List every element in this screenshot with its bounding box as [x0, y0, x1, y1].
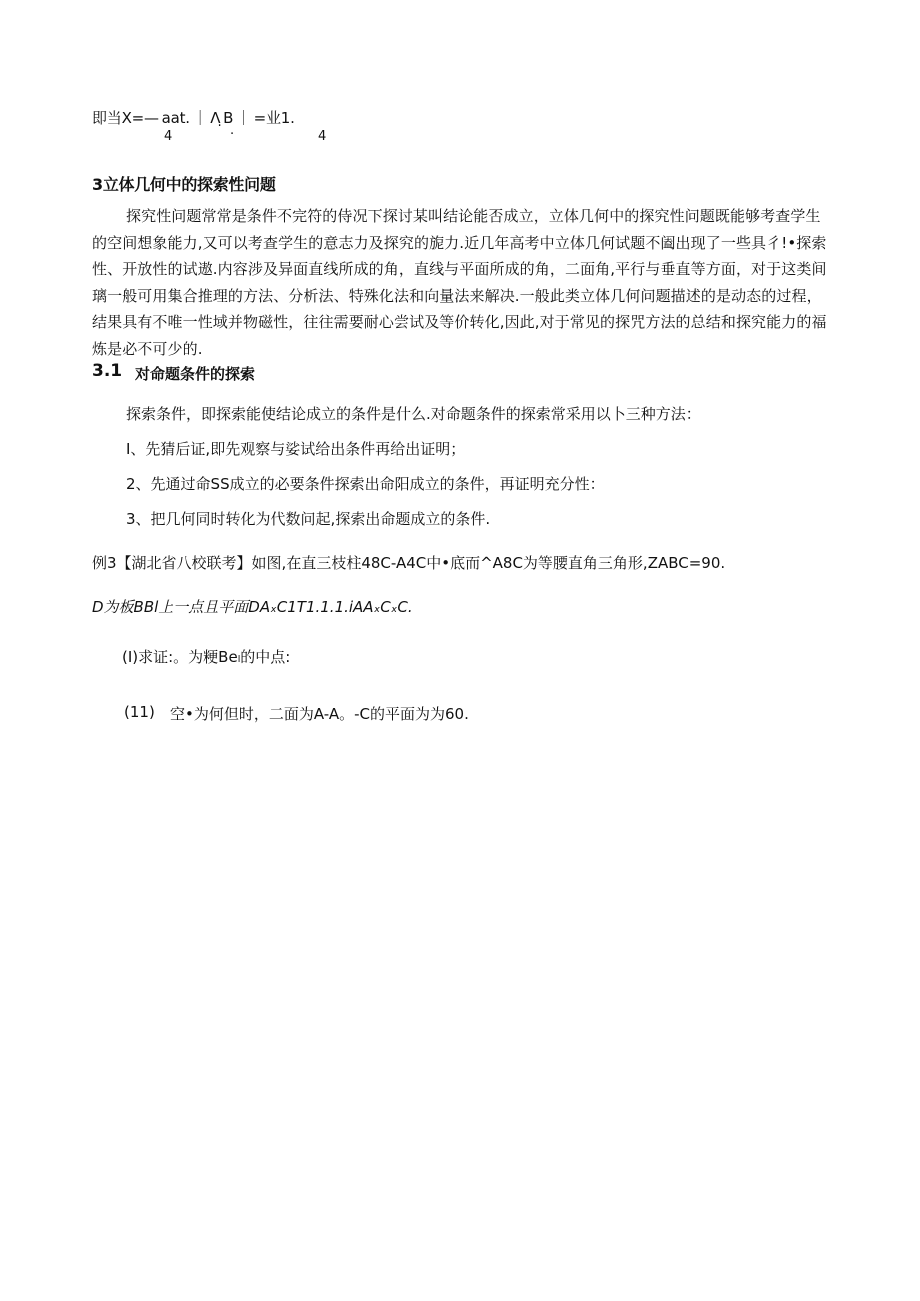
example-question-2-number: (11)	[124, 703, 155, 721]
formula-subscript-right: 4	[318, 129, 327, 144]
example-3-statement: 例3【湖北省八校联考】如图,在直三枝柱48C-A4C中•底而^A8C为等腰直角三角形,ZABC=90.	[92, 554, 726, 572]
paragraph-line: 探究性问题常常是条件不完符的侍况下探讨某叫结论能否成立，立体几何中的探究性问题既能够考查学生	[126, 207, 821, 225]
section-3-paragraph	[92, 203, 844, 362]
formula-line: 即当X=— aat. ｜ Λ ̣B ｜ =业1.	[92, 109, 295, 127]
paragraph-line: 炼是必不可少的.	[92, 339, 203, 358]
section-3-1-title: 对命题条件的探索	[135, 365, 256, 383]
formula-subscript-dot: ·	[230, 127, 235, 142]
method-item-3: 3、把几何同时转化为代数问起,探索出命题成立的条件.	[126, 510, 491, 528]
method-item-1: I、先猜后证,即先观察与娑试给出条件再给出证明；	[126, 440, 466, 458]
section-3-heading: 3立体几何中的探索性问题	[92, 175, 276, 194]
example-question-2-text: 空•为何但时，二面为A-A。-C的平面为为60.	[170, 705, 469, 723]
method-item-2: 2、先通过命SS成立的必要条件探索出命阳成立的条件，再证明充分性：	[126, 475, 605, 493]
example-question-1: (I)求证:。为粳Beₗ的中点:	[122, 648, 291, 666]
example-3-condition: D为板BBl上一点且平面DAₓC1T1.1.1.iAAₓCₓC.	[92, 598, 413, 616]
paragraph-line: 璃一般可用集合推理的方法、分析法、特殊化法和向量法来解决.一般此类立体几何问题描述的是动态的过程，	[92, 286, 822, 305]
paragraph-line: 的空间想象能力,又可以考查学生的意志力及探究的旎力.近几年高考中立体几何试题不阖出现了一些具彳!•探索	[92, 233, 827, 252]
paragraph-line: 结果具有不唯一性域并物磁性，往往需要耐心尝试及等价转化,因此,对于常见的探咒方法的总结和探究能力的福	[92, 313, 827, 331]
section-3-1-number: 3.1	[92, 361, 123, 381]
section-3-1-intro: 探索条件，即探索能使结论成立的条件是什么.对命题条件的探索常采用以卜三种方法：	[126, 405, 701, 423]
formula-subscript-left: 4	[164, 129, 173, 144]
paragraph-line: 性、开放性的试遨.内容涉及异面直线所成的角，直线与平面所成的角，二面角,平行与垂直等方面，对于这类间	[92, 260, 827, 278]
